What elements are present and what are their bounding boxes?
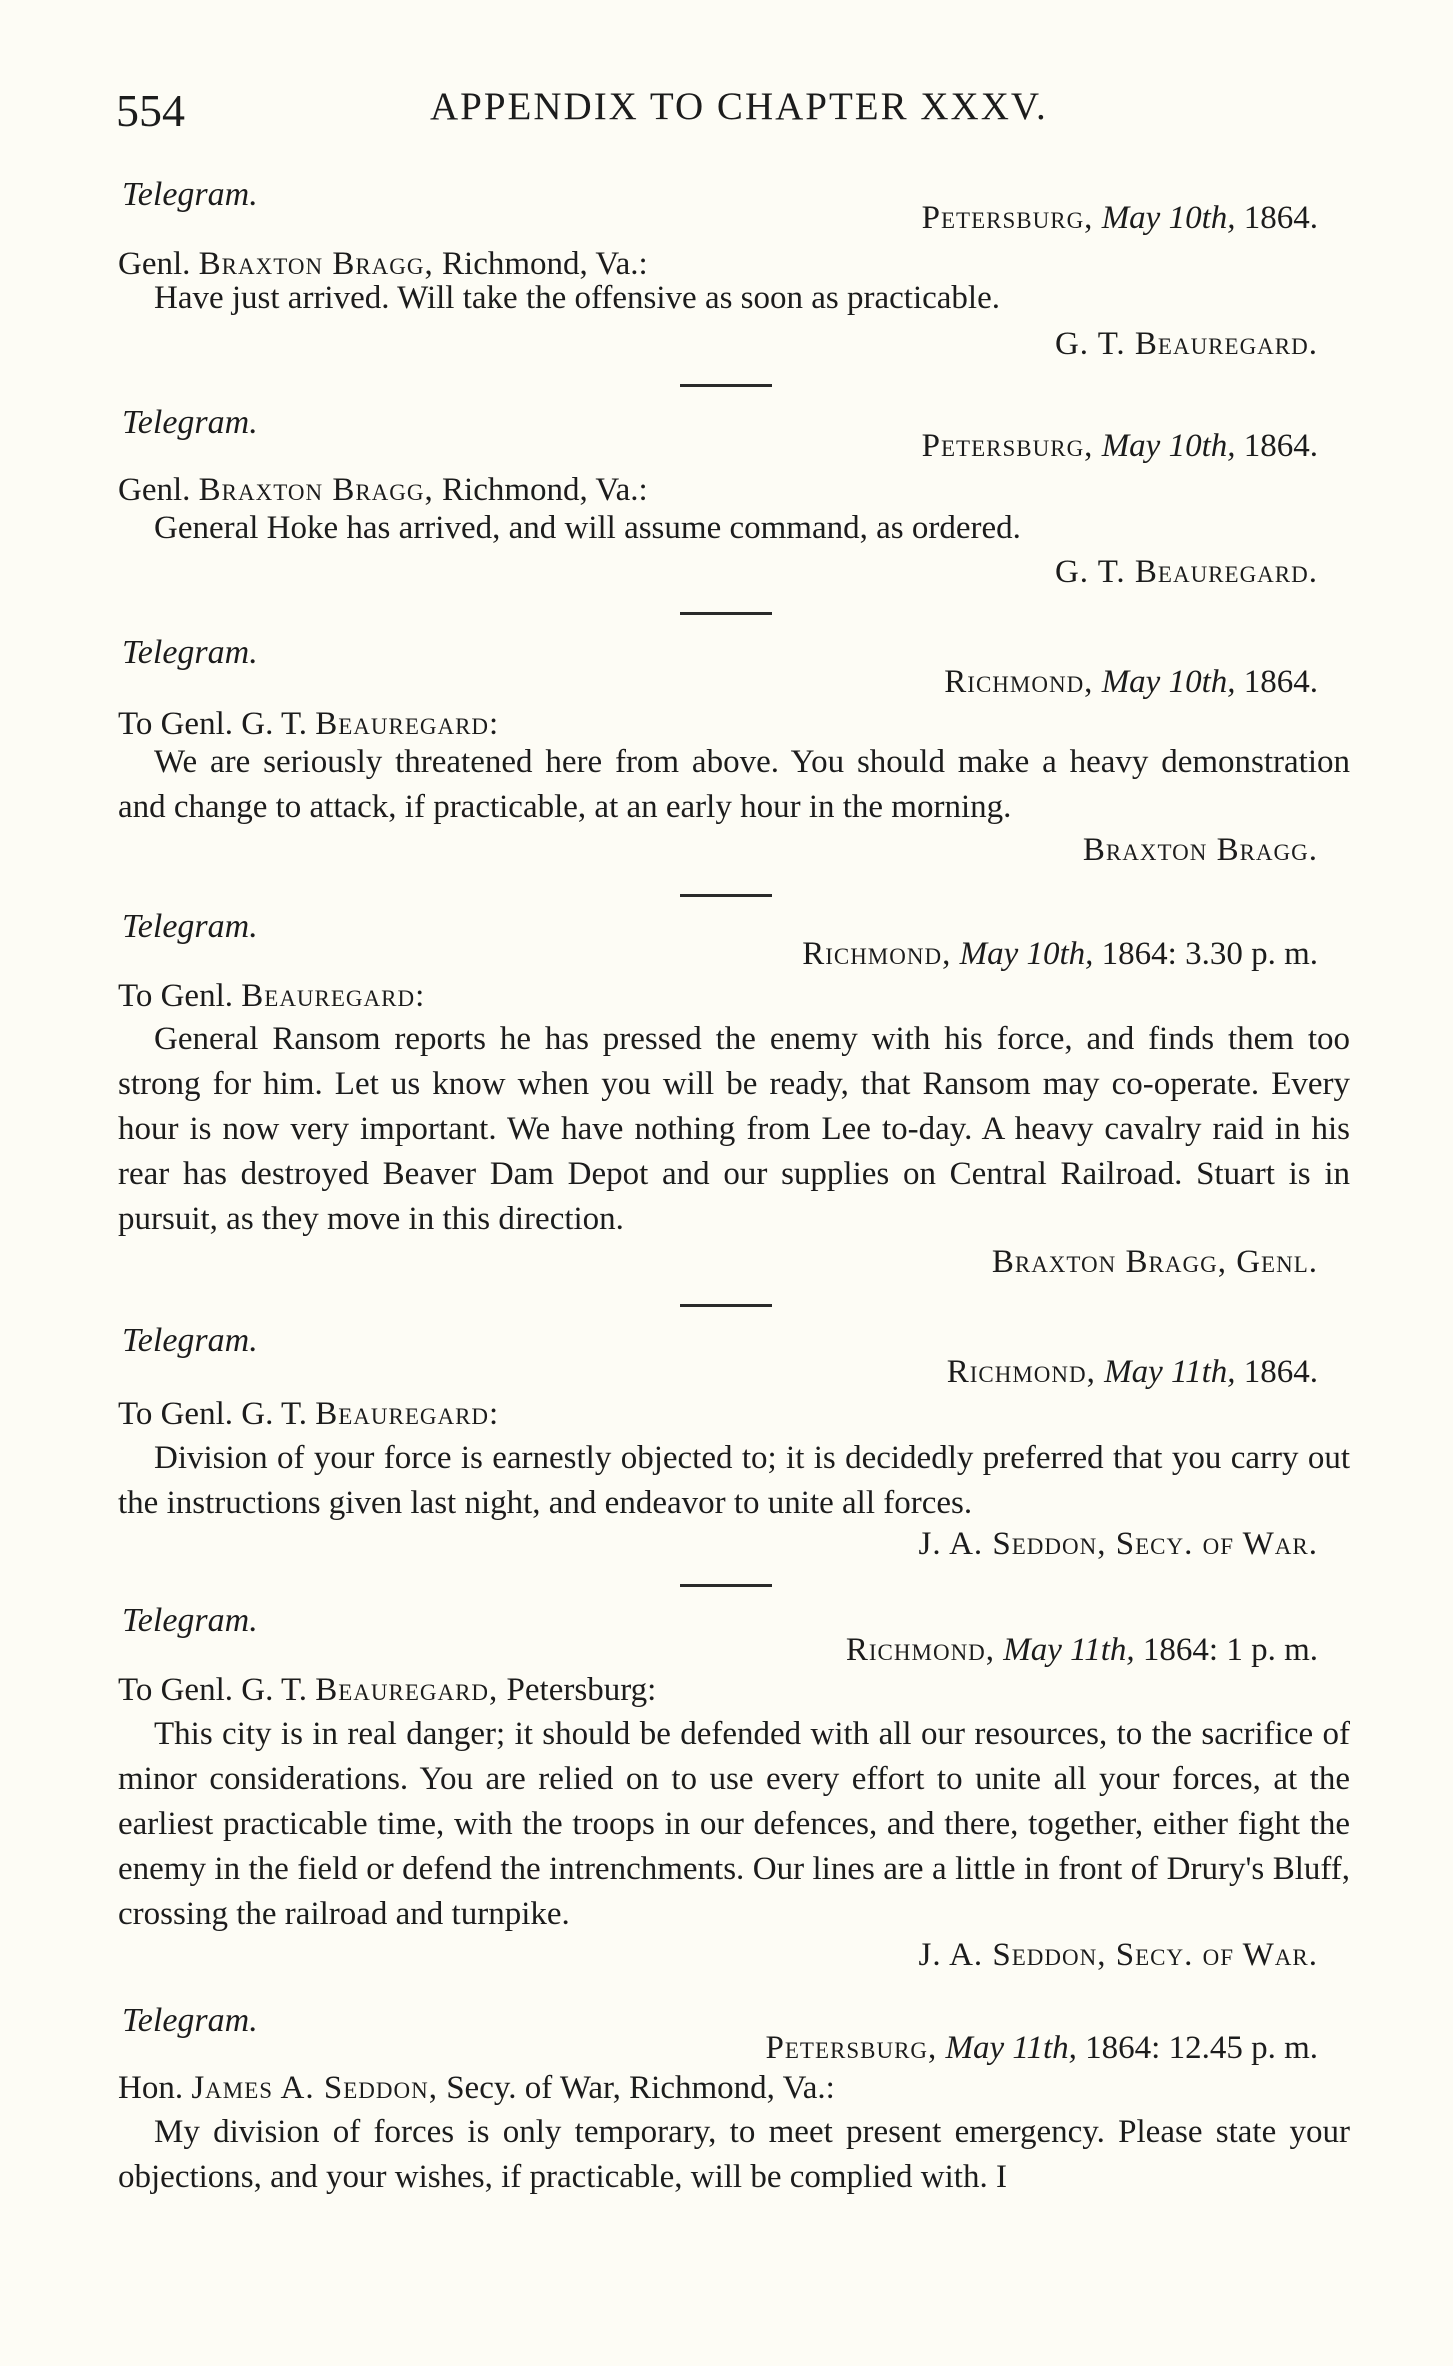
telegram-body: Division of your force is earnestly objected to; it is decidedly preferred that you carry out the instructions given last night, and endeavor to unite all forces. (118, 1440, 1350, 1521)
telegram-body: General Ransom reports he has pressed the enemy with his force, and finds them too strong for him. Let us know when you will be ready, that Ransom may co-operate. Every hour is now very important. We have nothing from Lee to-day. A heavy cavalry raid in his rear has destroyed Beaver Dam Depot and our supplies on Central Railroad. Stuart is in pursuit, as they move in this direction. (118, 1021, 1350, 1237)
telegram-signature: Braxton Bragg. (1082, 832, 1318, 868)
telegram-signature: J. A. Seddon, Secy. of War. (918, 1937, 1318, 1973)
telegram-label: Telegram. (122, 2002, 258, 2039)
telegram-body: This city is in real danger; it should be defended with all our resources, to the sacrifice of minor considerations. You are relied on to use every effort to unite all your forces, at the earliest practicable time, with the troops in our defences, and there, together, either fight the enemy in the field or defend the intrenchments. Our lines are a little in front of Drury's Bluff, crossing the railroad and turnpike. (118, 1716, 1350, 1932)
telegram-dateline: Petersburg, May 10th, 1864. (921, 200, 1318, 236)
telegram-label: Telegram. (122, 1322, 258, 1359)
telegram-label: Telegram. (122, 908, 258, 945)
telegram-addressee: Genl. Braxton Bragg, Richmond, Va.: (118, 246, 648, 282)
section-divider (680, 612, 772, 615)
telegram-body: We are seriously threatened here from above. You should make a heavy demonstration and change to attack, if practicable, at an early hour in the morning. (118, 744, 1350, 825)
telegram-dateline: Richmond, May 11th, 1864. (946, 1354, 1318, 1390)
telegram-dateline: Richmond, May 10th, 1864. (944, 664, 1318, 700)
section-divider (680, 894, 772, 897)
telegram-body: Have just arrived. Will take the offensive as soon as practicable. (154, 280, 1000, 316)
telegram-dateline: Petersburg, May 11th, 1864: 12.45 p. m. (765, 2030, 1318, 2066)
telegram-addressee: To Genl. G. T. Beauregard: (118, 706, 499, 742)
telegram-signature: J. A. Seddon, Secy. of War. (918, 1526, 1318, 1562)
telegram-dateline: Petersburg, May 10th, 1864. (921, 428, 1318, 464)
telegram-body: My division of forces is only temporary, to meet present emergency. Please state your objections, and your wishes, if practicable, will be complied with. I (118, 2114, 1350, 2195)
telegram-label: Telegram. (122, 176, 258, 213)
telegram-dateline: Richmond, May 10th, 1864: 3.30 p. m. (802, 936, 1318, 972)
telegram-label: Telegram. (122, 634, 258, 671)
telegram-addressee: To Genl. Beauregard: (118, 978, 425, 1014)
section-divider (680, 1584, 772, 1587)
section-divider (680, 384, 772, 387)
telegram-label: Telegram. (122, 404, 258, 441)
telegram-label: Telegram. (122, 1602, 258, 1639)
telegram-addressee: Genl. Braxton Bragg, Richmond, Va.: (118, 472, 648, 508)
telegram-addressee: To Genl. G. T. Beauregard: (118, 1396, 499, 1432)
telegram-addressee: To Genl. G. T. Beauregard, Petersburg: (118, 1672, 657, 1708)
telegram-addressee: Hon. James A. Seddon, Secy. of War, Richmond, Va.: (118, 2070, 835, 2106)
running-title: APPENDIX TO CHAPTER XXXV. (430, 85, 1048, 128)
telegram-signature: Braxton Bragg, Genl. (991, 1244, 1318, 1280)
telegram-signature: G. T. Beauregard. (1054, 326, 1318, 362)
telegram-dateline: Richmond, May 11th, 1864: 1 p. m. (845, 1632, 1318, 1668)
telegram-body: General Hoke has arrived, and will assume command, as ordered. (154, 510, 1021, 546)
section-divider (680, 1304, 772, 1307)
telegram-signature: G. T. Beauregard. (1054, 554, 1318, 590)
page-number: 554 (116, 85, 185, 136)
